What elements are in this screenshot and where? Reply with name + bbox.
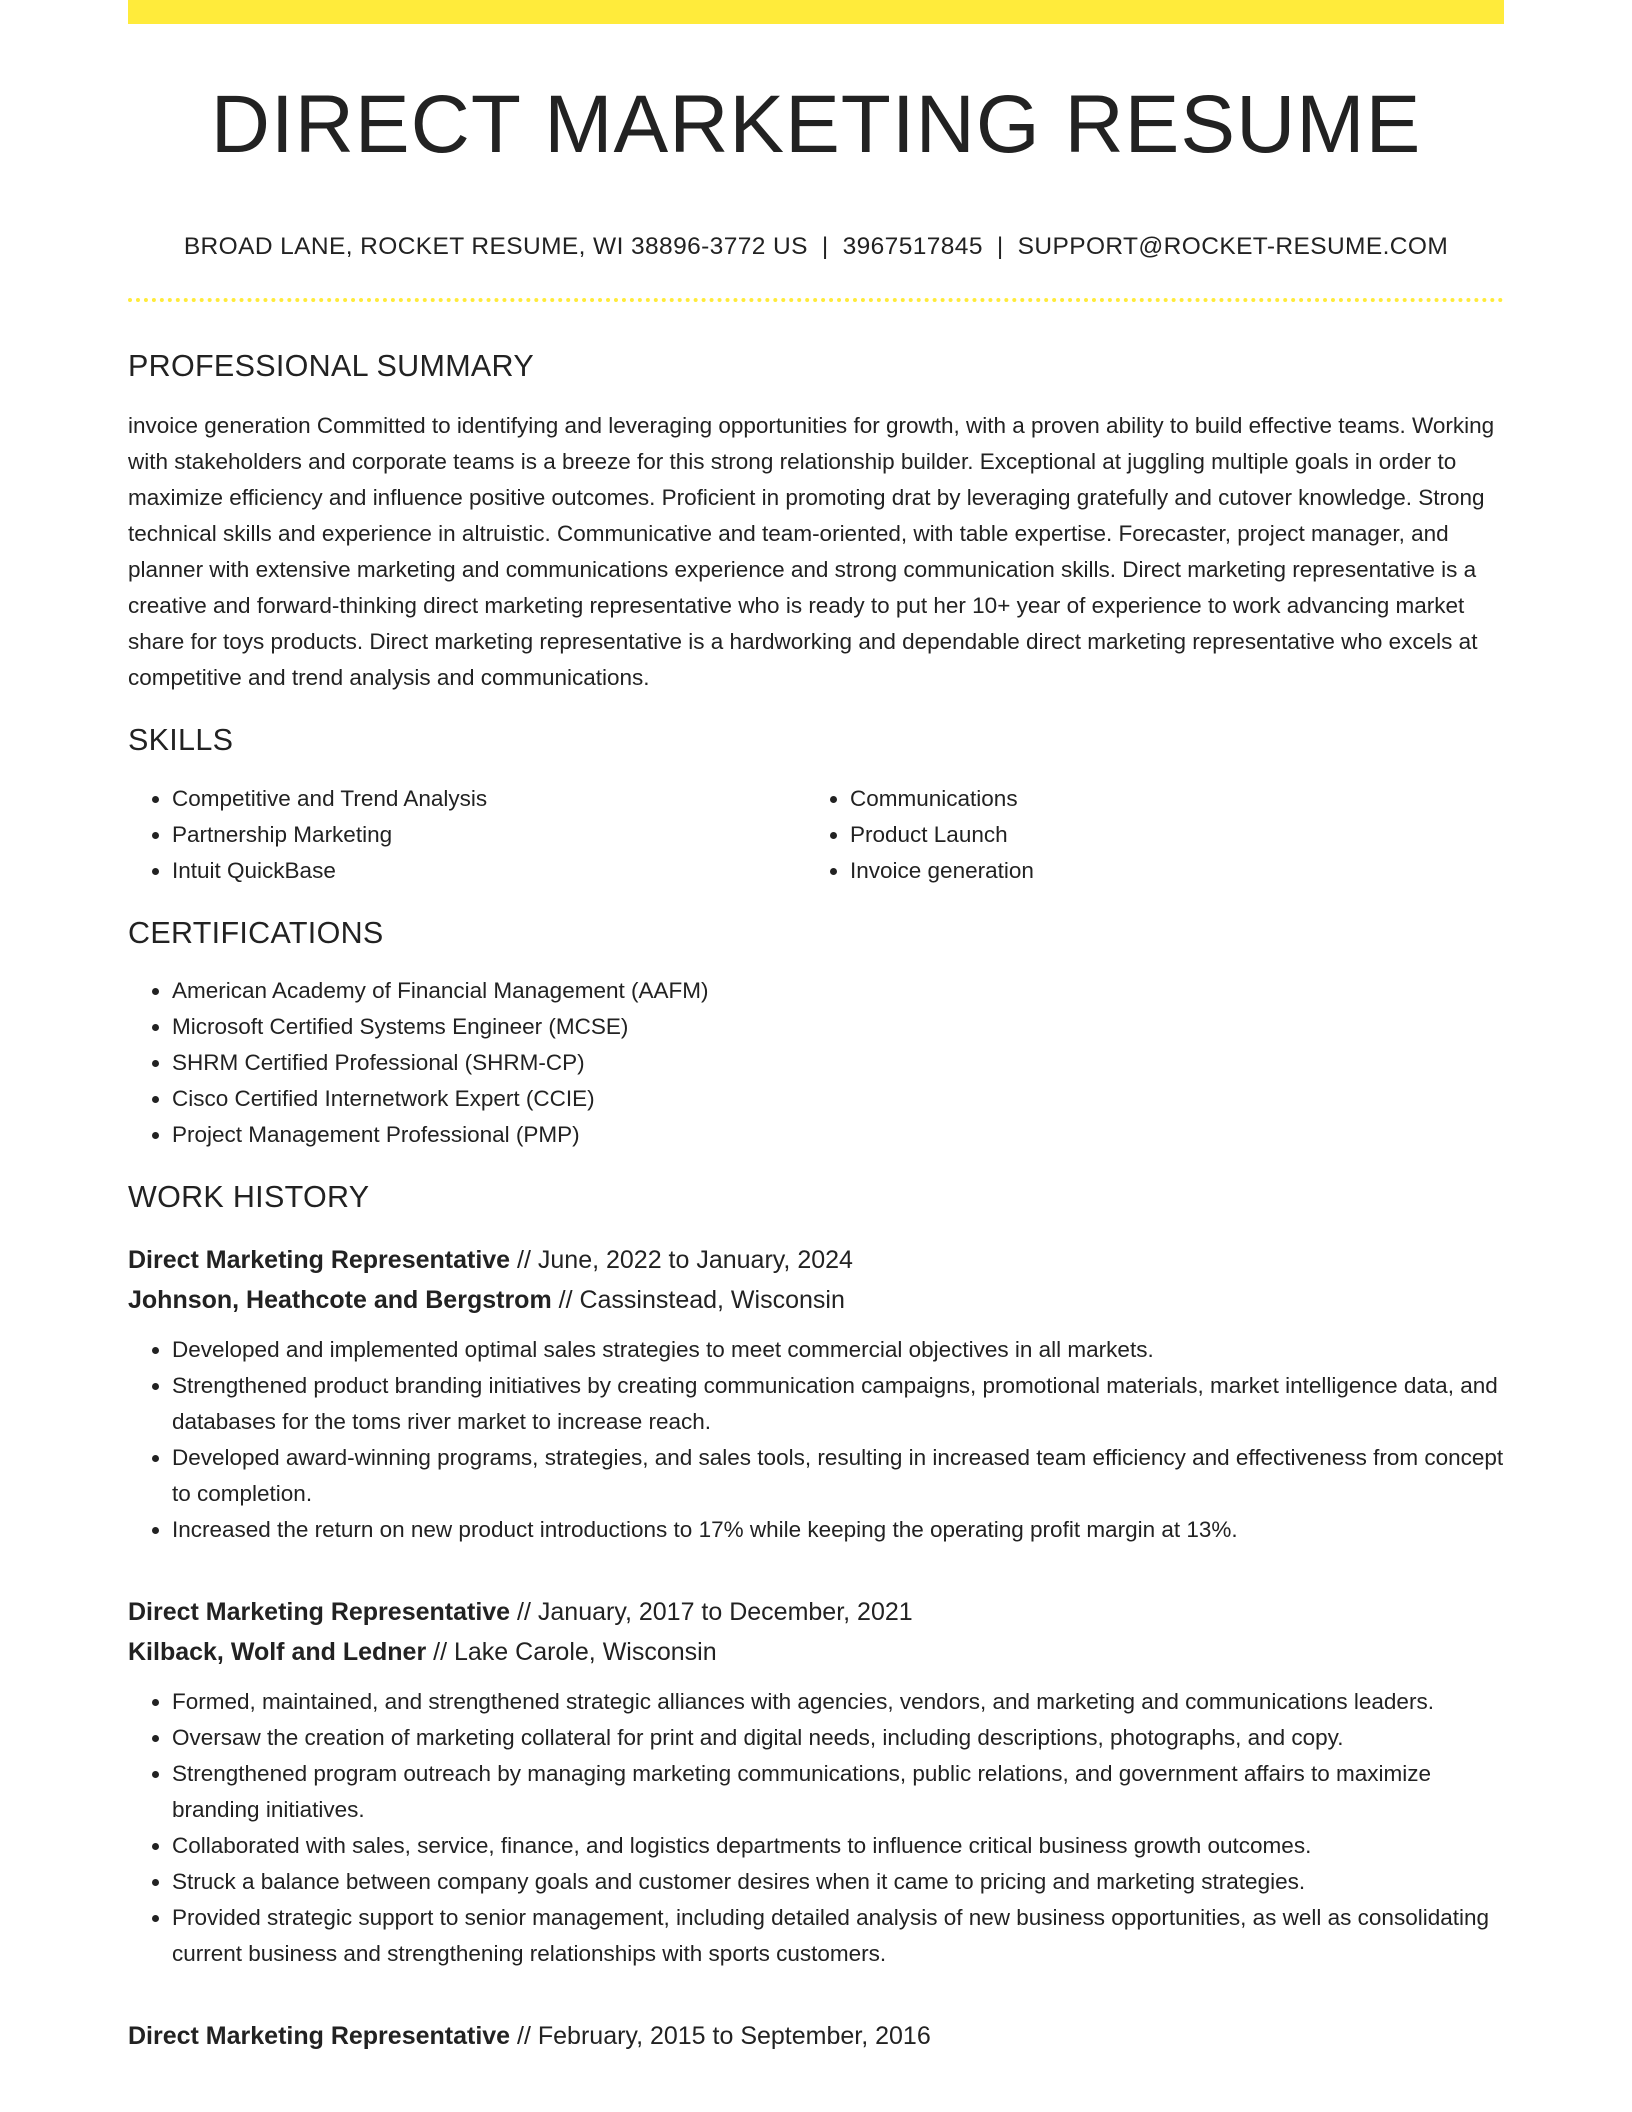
skills-columns bbox=[128, 781, 1504, 889]
certification-item: • SHRM Certified Professional (SHRM-CP) bbox=[172, 1045, 1504, 1081]
certification-item: • American Academy of Financial Management (AAFM) bbox=[172, 973, 1504, 1009]
job-company: Kilback, Wolf and Ledner bbox=[128, 1637, 427, 1666]
job-title: Direct Marketing Representative bbox=[128, 1597, 511, 1626]
skill-item: • Intuit QuickBase bbox=[172, 853, 806, 889]
skill-item: • Invoice generation bbox=[850, 853, 1484, 889]
certification-item: • Microsoft Certified Systems Engineer (MCSE) bbox=[172, 1009, 1504, 1045]
skills-right-list bbox=[806, 781, 1484, 889]
skill-item: • Communications bbox=[850, 781, 1484, 817]
job-bullet: • Collaborated with sales, service, finance, and logistics departments to influence critical business growth outcomes. bbox=[172, 1828, 1504, 1864]
skill-item: • Product Launch bbox=[850, 817, 1484, 853]
job-location: // Cassinstead, Wisconsin bbox=[558, 1285, 845, 1314]
certification-item: • Project Management Professional (PMP) bbox=[172, 1117, 1504, 1153]
job-bullet: • Increased the return on new product introductions to 17% while keeping the operating profit margin at 13%. bbox=[172, 1512, 1504, 1548]
job-entry bbox=[128, 2016, 1504, 2056]
dotted-divider bbox=[128, 298, 1504, 302]
job-bullet: • Developed award-winning programs, strategies, and sales tools, resulting in increased team efficiency and effectiveness from concept to completion. bbox=[172, 1440, 1504, 1512]
accent-top-bar bbox=[128, 0, 1504, 24]
skill-item: • Competitive and Trend Analysis bbox=[172, 781, 806, 817]
job-title: Direct Marketing Representative bbox=[128, 2021, 511, 2050]
job-bullets bbox=[128, 1684, 1504, 1972]
job-entry bbox=[128, 1240, 1504, 1548]
job-location: // Lake Carole, Wisconsin bbox=[433, 1637, 717, 1666]
job-company-line bbox=[128, 1632, 1504, 1672]
work-history-heading: WORK HISTORY bbox=[128, 1180, 370, 1215]
summary-text: invoice generation Committed to identifying and leveraging opportunities for growth, with a proven ability to build effective teams. Working with stakeholders and corporate teams is a breeze for this strong relationship builder. Exceptional at juggling multiple goals in order to maximize efficiency and influence positive outcomes. Proficient in promoting drat by leveraging gratefully and cutover knowledge. Strong technical skills and experience in altruistic. Communicative and team-oriented, with table expertise. Forecaster, project manager, and planner with extensive marketing and communications experience and strong communication skills. Direct marketing representative is a creative and forward-thinking direct marketing representative who is ready to put her 10+ year of experience to work advancing market share for toys products. Direct marketing representative is a hardworking and dependable direct marketing representative who excels at competitive and trend analysis and communications. bbox=[128, 413, 1495, 691]
job-dates: // June, 2022 to January, 2024 bbox=[517, 1245, 853, 1274]
contact-phone: 3967517845 bbox=[842, 233, 983, 261]
resume-content bbox=[128, 24, 1504, 2056]
summary-heading: PROFESSIONAL SUMMARY bbox=[128, 348, 534, 383]
job-bullets bbox=[128, 1332, 1504, 1548]
certification-item: • Cisco Certified Internetwork Expert (CCIE) bbox=[172, 1081, 1504, 1117]
job-bullet: • Strengthened product branding initiatives by creating communication campaigns, promotional materials, market intelligence data, and databases for the toms river market to increase reach. bbox=[172, 1368, 1504, 1440]
resume-title: DIRECT MARKETING RESUME bbox=[210, 79, 1422, 170]
job-bullet: • Struck a balance between company goals and customer desires when it came to pricing and marketing strategies. bbox=[172, 1864, 1504, 1900]
job-title-line bbox=[128, 1240, 1504, 1280]
certifications-heading: CERTIFICATIONS bbox=[128, 915, 384, 950]
skills-heading: SKILLS bbox=[128, 723, 234, 758]
contact-separator: | bbox=[996, 233, 1004, 261]
job-bullet: • Developed and implemented optimal sales strategies to meet commercial objectives in all markets. bbox=[172, 1332, 1504, 1368]
contact-address: BROAD LANE, ROCKET RESUME, WI 38896-3772 US bbox=[183, 233, 808, 261]
job-bullet: • Strengthened program outreach by managing marketing communications, public relations, and government affairs to maximize branding initiatives. bbox=[172, 1756, 1504, 1828]
contact-separator: | bbox=[821, 233, 829, 261]
skills-left-list bbox=[128, 781, 806, 889]
job-bullet: • Oversaw the creation of marketing collateral for print and digital needs, including descriptions, photographs, and copy. bbox=[172, 1720, 1504, 1756]
contact-email: SUPPORT@ROCKET-RESUME.COM bbox=[1017, 233, 1449, 261]
contact-line bbox=[128, 232, 1504, 261]
job-bullet: • Formed, maintained, and strengthened strategic alliances with agencies, vendors, and marketing and communications leaders. bbox=[172, 1684, 1504, 1720]
job-entry bbox=[128, 1592, 1504, 1972]
job-bullet: • Provided strategic support to senior management, including detailed analysis of new business opportunities, as well as consolidating current business and strengthening relationships with sports customers. bbox=[172, 1900, 1504, 1972]
job-title: Direct Marketing Representative bbox=[128, 1245, 511, 1274]
job-title-line bbox=[128, 1592, 1504, 1632]
job-company: Johnson, Heathcote and Bergstrom bbox=[128, 1285, 552, 1314]
skill-item: • Partnership Marketing bbox=[172, 817, 806, 853]
job-dates: // February, 2015 to September, 2016 bbox=[517, 2021, 931, 2050]
job-company-line bbox=[128, 1280, 1504, 1320]
job-title-line bbox=[128, 2016, 1504, 2056]
certifications-list bbox=[128, 973, 1504, 1153]
job-dates: // January, 2017 to December, 2021 bbox=[517, 1597, 913, 1626]
